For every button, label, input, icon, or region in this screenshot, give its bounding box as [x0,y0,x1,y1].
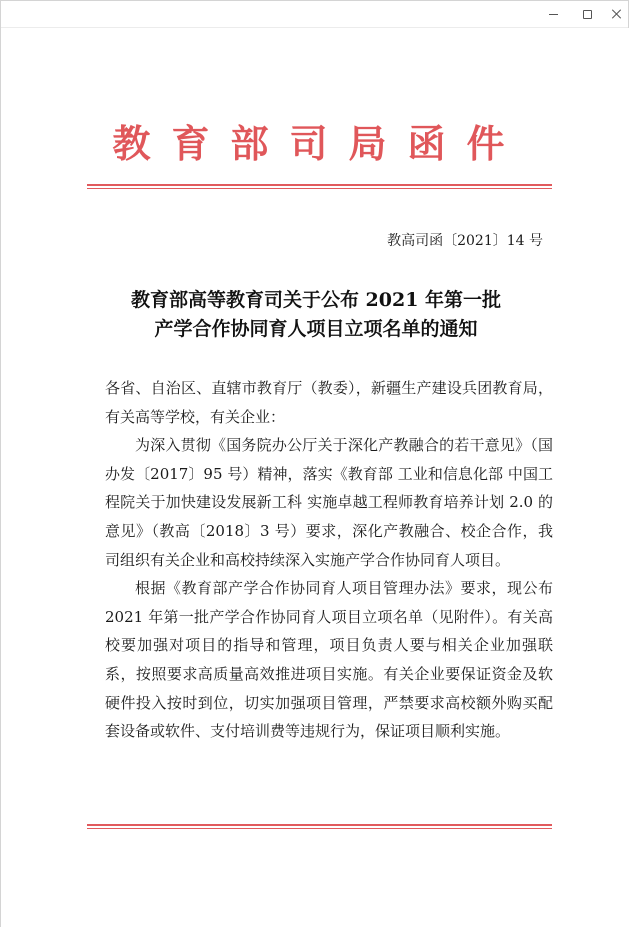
close-button[interactable] [599,1,630,27]
document-body [105,374,553,746]
body-paragraph-2: 根据《教育部产学合作协同育人项目管理办法》要求，现公布 2021 年第一批产学合作协同育人项目立项名单（见附件）。有关高校要加强对项目的指导和管理，项目负责人要与相关企业加强联系，按照要求高质量高效推进项目实施。有关企业要保证资金及软硬件投入按时到位，切实加强项目管理，严禁要求高校额外购买配套设备或软件、支付培训费等违规行为，保证项目顺利实施。 [105,579,553,741]
letterhead-rule-bottom [87,188,552,189]
document-page [1,28,629,927]
document-title-line-2: 产学合作协同育人项目立项名单的通知 [154,318,478,340]
document-title [71,286,561,344]
document-number: 教高司函〔2021〕14 号 [387,233,543,249]
minimize-icon [549,14,558,15]
salutation: 各省、自治区、直辖市教育厅（教委），新疆生产建设兵团教育局，有关高等学校，有关企业： [105,379,553,426]
body-paragraph-1: 为深入贯彻《国务院办公厅关于深化产教融合的若干意见》（国办发〔2017〕95 号）精神，落实《教育部 工业和信息化部 中国工程院关于加快建设发展新工科 实施卓越工程师教育培养计划 2.0 的意见》（教高〔2018〕3 号）要求，深化产教融合、校企合作，我司组织有关企业和高校持续深入实施产学合作协同育人项目。 [105,436,553,569]
maximize-icon [583,10,592,19]
close-icon [612,9,622,19]
title-bar [1,1,628,28]
letterhead-rule-top [87,184,552,186]
document-title-line-1: 教育部高等教育司关于公布 2021 年第一批 [130,289,502,311]
letterhead: 教育部司局函件 [112,121,526,166]
footer-rule-bottom [87,828,552,829]
minimize-button[interactable] [535,1,571,27]
footer-rule-top [87,824,552,826]
